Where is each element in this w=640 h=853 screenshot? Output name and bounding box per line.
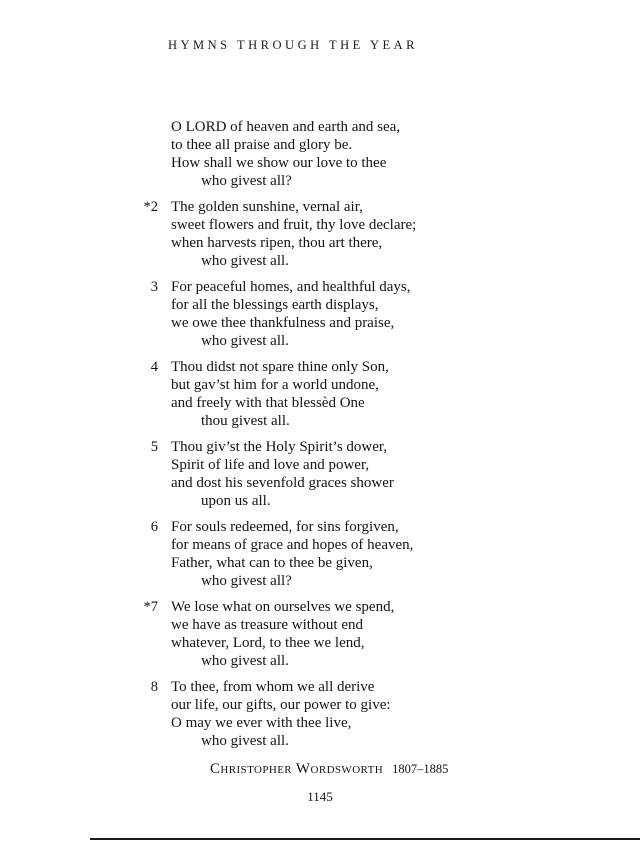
stanza-line: thou givest all. — [201, 413, 290, 429]
stanza — [140, 438, 560, 510]
stanza — [140, 198, 560, 270]
stanza-number: 8 — [150, 679, 158, 695]
stanza-line: but gav’st him for a world undone, — [171, 377, 379, 393]
stanza-number: *7 — [143, 599, 158, 615]
stanza — [140, 278, 560, 350]
stanza-line: Thou didst not spare thine only Son, — [171, 359, 389, 375]
stanza-line: who givest all. — [201, 653, 289, 669]
stanza-line: The golden sunshine, vernal air, — [171, 199, 363, 215]
stanza-number: 6 — [150, 519, 158, 535]
stanza-line: How shall we show our love to thee — [171, 155, 387, 171]
author-name: Christopher Wordsworth — [210, 761, 384, 777]
page-number: 1145 — [307, 789, 333, 804]
stanza-line: Spirit of life and love and power, — [171, 457, 370, 473]
stanza-line: O LORD of heaven and earth and sea, — [171, 119, 401, 135]
stanza-line: sweet flowers and fruit, thy love declare; — [171, 217, 417, 233]
stanza-line: For souls redeemed, for sins forgiven, — [171, 519, 399, 535]
stanza-line: who givest all? — [201, 173, 292, 189]
hymn-stanzas — [140, 118, 560, 750]
stanza-line: and dost his sevenfold graces shower — [171, 475, 394, 491]
stanza-line: who givest all? — [201, 573, 292, 589]
hymn-body — [140, 118, 560, 778]
stanza-line: Thou giv’st the Holy Spirit’s dower, — [171, 439, 388, 455]
stanza — [140, 118, 560, 190]
stanza-line: who givest all. — [201, 333, 289, 349]
stanza-lines — [171, 598, 394, 670]
stanza-number — [140, 118, 158, 190]
stanza-lines — [171, 358, 389, 430]
stanza-number: 3 — [150, 279, 158, 295]
stanza-line: who givest all. — [201, 733, 289, 749]
stanza-line: when harvests ripen, thou art there, — [171, 235, 383, 251]
stanza-lines — [171, 518, 413, 590]
stanza-lines — [171, 678, 391, 750]
attribution — [210, 760, 560, 778]
stanza-line: upon us all. — [201, 493, 271, 509]
stanza — [140, 518, 560, 590]
stanza-line: For peaceful homes, and healthful days, — [171, 279, 411, 295]
author-dates: 1807–1885 — [392, 762, 449, 776]
stanza — [140, 678, 560, 750]
scan-edge-line — [90, 838, 640, 840]
stanza-lines — [171, 438, 394, 510]
stanza-line: our life, our gifts, our power to give: — [171, 697, 391, 713]
stanza-number: *2 — [143, 199, 158, 215]
stanza-line: we owe thee thankfulness and praise, — [171, 315, 395, 331]
stanza-number: 4 — [150, 359, 158, 375]
running-head: HYMNS THROUGH THE YEAR — [167, 38, 419, 52]
stanza-line: O may we ever with thee live, — [171, 715, 352, 731]
stanza-line: To thee, from whom we all derive — [171, 679, 375, 695]
stanza-line: We lose what on ourselves we spend, — [171, 599, 395, 615]
stanza-line: whatever, Lord, to thee we lend, — [171, 635, 365, 651]
stanza-lines — [171, 198, 416, 270]
stanza-line: we have as treasure without end — [171, 617, 364, 633]
stanza — [140, 598, 560, 670]
stanza-line: who givest all. — [201, 253, 289, 269]
stanza-lines — [171, 118, 400, 190]
stanza-line: for all the blessings earth displays, — [171, 297, 379, 313]
stanza — [140, 358, 560, 430]
stanza-line: and freely with that blessèd One — [171, 395, 365, 411]
stanza-number: 5 — [150, 439, 158, 455]
stanza-line: Father, what can to thee be given, — [171, 555, 373, 571]
stanza-line: for means of grace and hopes of heaven, — [171, 537, 414, 553]
stanza-line: to thee all praise and glory be. — [171, 137, 353, 153]
stanza-lines — [171, 278, 411, 350]
